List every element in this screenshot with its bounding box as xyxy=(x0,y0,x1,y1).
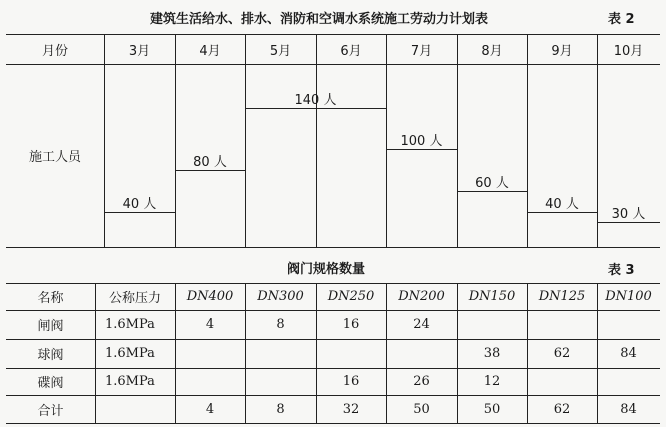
valve-data-cell xyxy=(386,339,457,368)
worker-count-label: 80 人 xyxy=(193,155,227,171)
valve-data-cell: 1.6MPa xyxy=(105,317,155,332)
valve-data-cell: 38 xyxy=(483,346,501,361)
valve-data-cell: 16 xyxy=(342,317,360,332)
valve-data-cell xyxy=(527,368,597,395)
table2-tag: 表 2 xyxy=(608,12,635,27)
valve-data-cell: 26 xyxy=(413,374,430,389)
worker-level-bar xyxy=(457,191,527,192)
valve-data-cell xyxy=(245,368,316,395)
valve-data-cell: 4 xyxy=(205,401,215,417)
valve-data-cell xyxy=(316,339,386,368)
valve-data-cell: 4 xyxy=(205,317,215,332)
worker-level-bar xyxy=(316,108,386,109)
valve-data-cell: 1.6MPa xyxy=(105,374,155,389)
valve-data-cell: 闸阀 xyxy=(37,319,64,334)
valve-data-cell: 24 xyxy=(413,317,430,332)
valve-data-cell xyxy=(597,368,660,395)
workers-row-label: 施工人员 xyxy=(28,149,81,165)
valve-header-cell: DN125 xyxy=(538,289,586,304)
valve-header-cell: DN200 xyxy=(398,289,445,304)
valve-data-cell xyxy=(95,395,175,423)
valve-data-cell: 84 xyxy=(620,346,637,361)
valve-data-cell: 32 xyxy=(342,401,360,417)
valve-data-cell: 62 xyxy=(553,401,571,417)
month-header: 月份 xyxy=(41,43,68,59)
table2-col-divider xyxy=(457,34,458,247)
worker-level-bar xyxy=(104,212,175,213)
table2-col-divider xyxy=(245,34,246,247)
month-header-cell: 8月 xyxy=(481,43,503,59)
table3-tag: 表 3 xyxy=(608,263,635,278)
valve-data-cell: 碟阀 xyxy=(37,376,64,391)
table2-col-divider xyxy=(104,34,105,247)
month-header-cell: 9月 xyxy=(551,43,573,59)
month-header-cell: 7月 xyxy=(410,43,433,59)
valve-data-cell xyxy=(527,310,597,339)
month-header-cell: 10月 xyxy=(613,43,644,59)
table2-bottom-rule xyxy=(6,247,660,248)
valve-data-cell xyxy=(175,368,245,395)
worker-count-label: 60 人 xyxy=(475,175,509,191)
valve-data-cell: 12 xyxy=(483,374,501,389)
table2-title: 建筑生活给水、排水、消防和空调水系统施工劳动力计划表 xyxy=(150,12,489,27)
valve-header-cell: DN250 xyxy=(327,289,375,304)
table2-col-divider xyxy=(175,34,176,247)
valve-header-cell: 名称 xyxy=(37,291,64,306)
valve-data-cell: 球阀 xyxy=(37,348,64,363)
month-header-cell: 6月 xyxy=(340,43,362,59)
valve-data-cell: 62 xyxy=(553,346,571,361)
worker-count-label: 40 人 xyxy=(122,196,157,212)
worker-level-bar xyxy=(527,212,597,213)
valve-header-cell: DN150 xyxy=(468,289,516,304)
table3-bottom-rule xyxy=(6,423,660,424)
worker-count-label: 100 人 xyxy=(400,134,443,150)
valve-data-cell: 8 xyxy=(276,401,285,417)
valve-data-cell: 合计 xyxy=(37,403,64,419)
worker-count-label: 30 人 xyxy=(611,207,646,222)
worker-count-label: 140 人 xyxy=(294,93,337,108)
valve-data-cell xyxy=(457,310,527,339)
valve-header-cell: DN300 xyxy=(257,289,304,304)
table2-col-divider xyxy=(316,34,317,247)
worker-level-bar xyxy=(597,222,660,223)
worker-count-label: 40 人 xyxy=(545,196,579,212)
valve-header-cell: DN100 xyxy=(605,289,652,304)
month-header-cell: 3月 xyxy=(128,43,151,59)
month-header-cell: 5月 xyxy=(269,43,292,59)
valve-header-cell: DN400 xyxy=(186,289,234,304)
valve-data-cell: 16 xyxy=(342,374,360,389)
valve-data-cell: 1.6MPa xyxy=(105,346,155,361)
worker-level-bar xyxy=(245,108,316,109)
valve-data-cell xyxy=(245,339,316,368)
month-header-cell: 4月 xyxy=(199,43,221,59)
valve-data-cell: 8 xyxy=(276,317,285,332)
worker-level-bar xyxy=(175,170,245,171)
table2-col-divider xyxy=(527,34,528,247)
valve-data-cell: 50 xyxy=(413,401,430,417)
valve-header-cell: 公称压力 xyxy=(108,291,161,306)
valve-data-cell xyxy=(597,310,660,339)
valve-data-cell xyxy=(175,339,245,368)
table3-title: 阀门规格数量 xyxy=(287,262,366,277)
worker-level-bar xyxy=(386,149,457,150)
valve-data-cell: 50 xyxy=(483,401,501,417)
valve-data-cell: 84 xyxy=(620,401,637,417)
